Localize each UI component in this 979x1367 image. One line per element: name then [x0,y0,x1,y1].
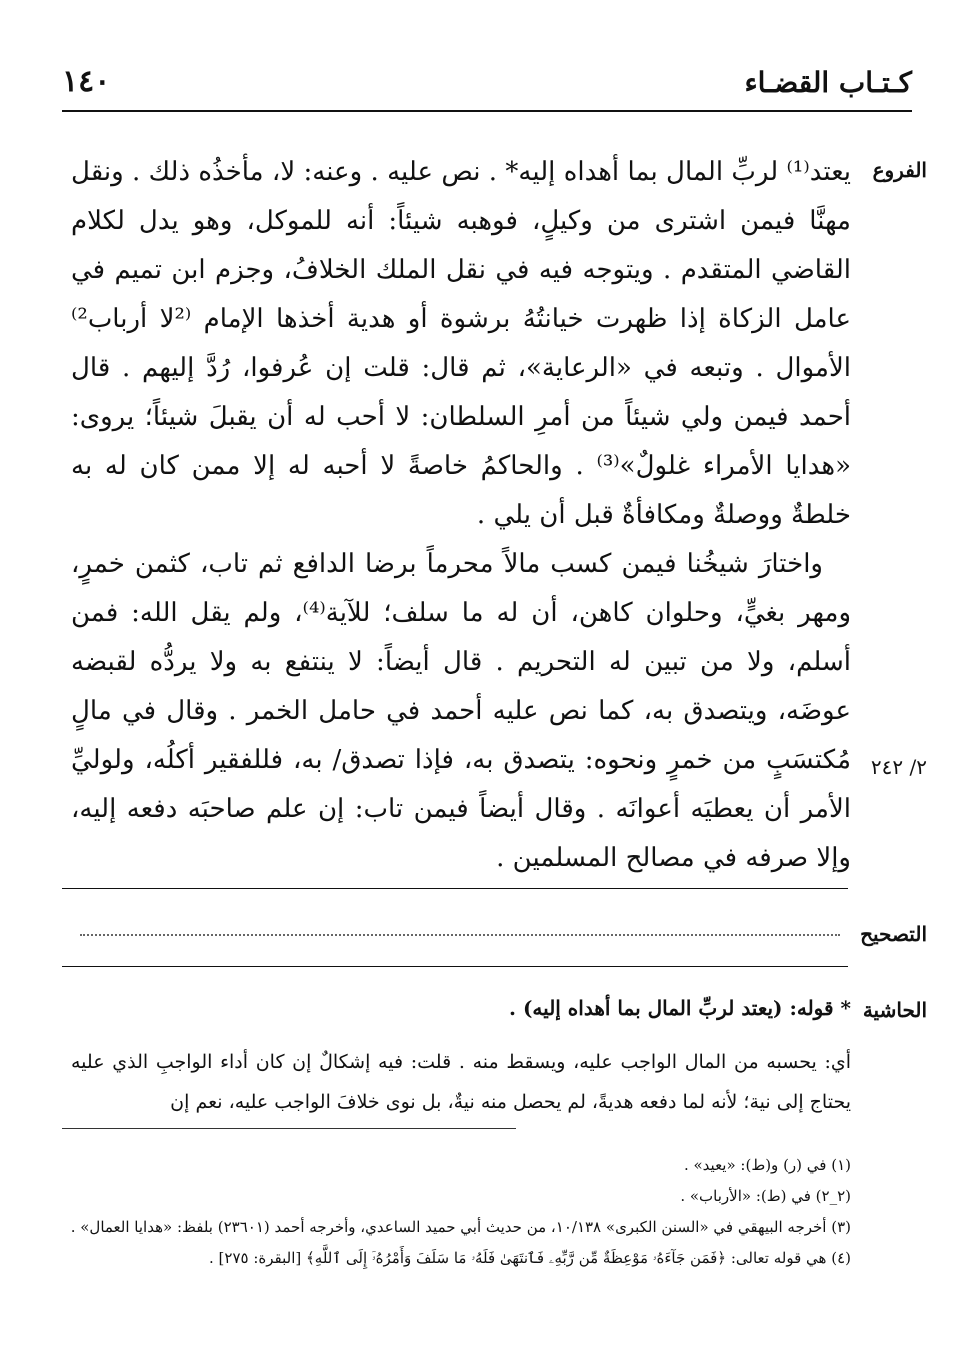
hashiya-heading: * قوله: (يعتد لربِّ المال بما أهداه إليه) . [509,996,851,1020]
footnote-4: (٤) هي قوله تعالى: ﴿فَمَن جَآءَهُۥ مَوْعِظَةٌ مِّن رَّبِّهِۦ فَٱنتَهَىٰ فَلَهُۥ مَا سَلَفَ وَأَمْرُهُۥٓ إِلَى ٱللَّهِ﴾ [البقرة: ٢٧٥] . [209,1249,851,1267]
page-header [62,64,912,112]
page-number: ١٤٠ [62,64,111,99]
margin-label-volume-page: ٢/ ٢٤٢ [870,755,927,779]
footnote-1: (١) في (ر) و(ط): «يعيد» . [683,1156,851,1174]
tashih-label: التصحيح [860,922,927,946]
hashiya-underline [62,1128,516,1129]
section-rule-bottom [62,966,848,967]
hashiya-text: أي: يحسبه من المال الواجب عليه، ويسقط منه . قلت: فيه إشكالٌ إن كان أداء الواجبِ الذي عليه يحتاج إلى نية؛ لأنه لما دفعه هديةً، لم يحصل منه نيةٌ، بل نوى خلافَ الواجب عليه، نعم إن [71,1051,851,1113]
paragraph-1: يعتد⁽¹⁾ لربِّ المال بما أهداه إليه* . نص عليه . وعنه: لا، مأخذُه ذلك . ونقل مهنَّا فيمن اشترى من وكيلٍ، فوهبه شيئاً: أنه للموكل، وهو يدل لكلام القاضي المتقدم . ويتوجه فيه في نقل الملك الخلافُ، وجزم ابن تميم في عامل الزكاة إذا ظهرت خيانتُهُ برشوة أو هدية أخذها الإمام ⁽²لا أرباب²⁾ الأموال . وتبعه في «الرعاية»، ثم قال: قلت إن عُرفوا، رُدَّ إليهم . قال أحمد فيمن ولي شيئاً من أمرِ السلطان: لا أحب له أن يقبلَ شيئاً؛ يروى: «هدايا الأمراء غلولٌ»⁽³⁾ . والحاكمُ خاصةً لا أحبه له إلا ممن كان له به خلطةٌ ووصلةٌ ومكافأةٌ قبل أن يلي . [71,157,851,530]
footnotes [51,1150,851,1274]
footnote-2: (٢_٢) في (ط): «الأرباب» . [680,1187,851,1205]
paragraph-2: واختارَ شيخُنا فيمن كسب مالاً محرماً برضا الدافع ثم تاب، كثمن خمرٍ، ومهر بغيٍّ، وحلوان كاهن، أن له ما سلف؛ للآية⁽⁴⁾، ولم يقل الله: فمن أسلم، ولا من تبين له التحريم . قال أيضاً: لا ينتفع به ولا يردُّه لقبضه عوضَه، ويتصدق به، كما نص عليه أحمد في حامل الخمر . وقال في مالٍ مُكتسَبٍ من خمرٍ ونحوه: يتصدق به، فإذا تصدق/ به، فللفقير أكلُه، ولوليِّ الأمر أن يعطيَه أعوانَه . وقال أيضاً فيمن تاب: إن علم صاحبَه دفعه إليه، وإلا صرفه في مصالح المسلمين . [71,549,851,873]
running-title: كـتـاب القضـاء [744,66,912,99]
header-rule [62,110,912,112]
tashih-dotted-line [80,934,840,936]
hashiya-label: الحاشية [862,998,927,1022]
section-rule-top [62,888,848,889]
margin-label-furu: الفروع [872,158,927,182]
main-text [71,148,851,883]
footnote-3: (٣) أخرجه البيهقي في «السنن الكبرى» ١٠/١٣٨، من حديث أبي حميد الساعدي، وأخرجه أحمد (٢٣٦٠١) بلفظ: «هدايا العمال» . [70,1218,851,1236]
